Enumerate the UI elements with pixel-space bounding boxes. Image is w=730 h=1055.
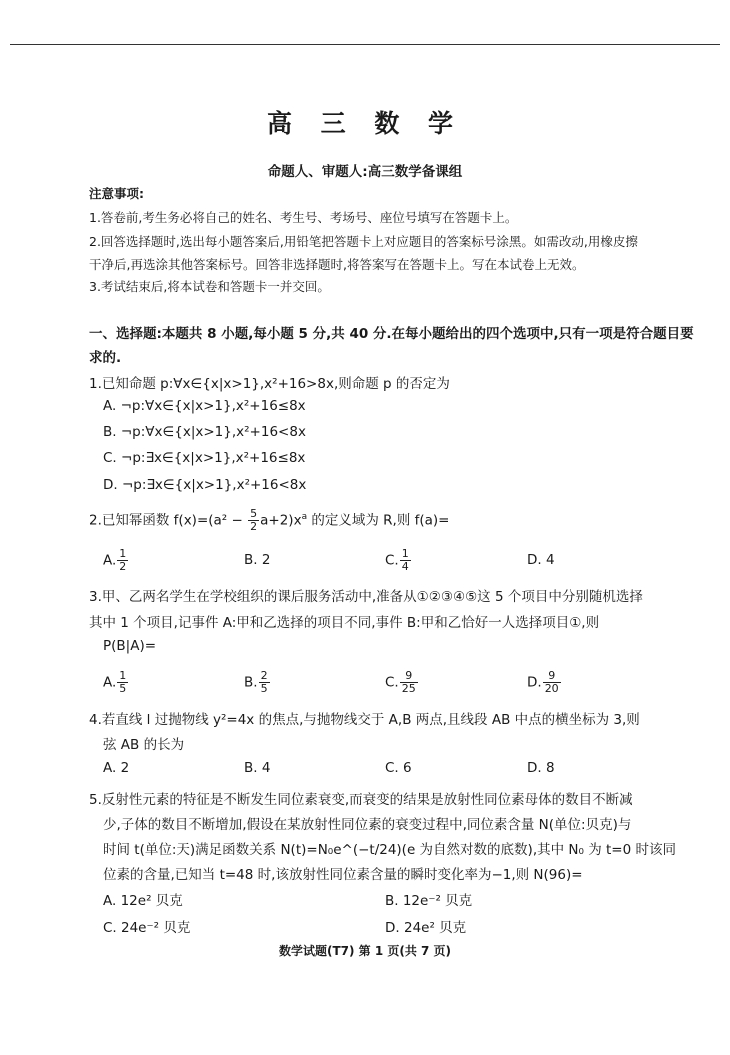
question-5-line-4: 位素的含量,已知当 t=48 时,该放射性同位素含量的瞬时变化率为−1,则 N(96)= [103,867,583,883]
page-footer: 数学试题(T7) 第 1 页(共 7 页) [278,944,452,958]
question-3-option-a: A. $\frac{1}{5}$ [103,669,127,695]
notice-item-2-line-1: 2.回答选择题时,选出每小题答案后,用铅笔把答题卡上对应题目的答案标号涂黑。如需改动,用橡皮擦 [89,234,638,249]
question-3-option-b: B. $\frac{2}{5}$ [244,669,268,695]
question-4-option-a: A. 2 [103,760,130,776]
question-2-option-d: D. 4 [527,552,555,568]
question-1-option-c: C. ¬p:∃x∈{x|x>1},x²+16≤8x [103,450,306,466]
notice-heading: 注意事项: [89,186,144,201]
question-5-line-1: 5.反射性元素的特征是不断发生同位素衰变,而衰变的结果是放射性同位素母体的数目不断减 [89,792,633,808]
question-1-option-b: B. ¬p:∀x∈{x|x>1},x²+16<8x [103,424,306,440]
question-2-fraction: $\frac{5}{2}$ [250,507,258,533]
question-4-option-c: C. 6 [385,760,412,776]
notice-item-2-line-2: 干净后,再选涂其他答案标号。回答非选择题时,将答案写在答题卡上。写在本试卷上无效。 [89,257,585,272]
question-4-option-d: D. 8 [527,760,555,776]
notice-item-1: 1.答卷前,考生务必将自己的姓名、考生号、考场号、座位号填写在答题卡上。 [89,210,518,225]
page-title: 高 三 数 学 [266,109,464,138]
question-2-stem-post: 的定义域为 R,则 f(a)= [307,512,450,529]
question-3-option-c: C. $\frac{9}{25}$ [385,669,416,695]
question-5-option-a: A. 12e² 贝克 [103,893,183,909]
authors-line: 命题人、审题人:高三数学备课组 [267,164,463,180]
top-rule [10,44,720,45]
question-5-line-2: 少,子体的数目不断增加,假设在某放射性同位素的衰变过程中,同位素含量 N(单位:贝克)与 [103,817,632,833]
question-2-exponent: a [301,512,308,522]
section-1-line-2: 求的. [89,350,122,366]
section-1-line-1: 一、选择题:本题共 8 小题,每小题 5 分,共 40 分.在每小题给出的四个选项中,只有一项是符合题目要 [89,326,694,342]
question-2-option-b: B. 2 [244,552,271,568]
question-3-line-3: P(B|A)= [103,638,157,654]
question-3-option-d: D. $\frac{9}{20}$ [527,669,559,695]
question-1-stem: 1.已知命题 p:∀x∈{x|x>1},x²+16>8x,则命题 p 的否定为 [89,376,450,392]
question-2-option-a: A. $\frac{1}{2}$ [103,547,127,573]
question-3-line-1: 3.甲、乙两名学生在学校组织的课后服务活动中,准备从①②③④⑤这 5 个项目中分别随机选择 [89,589,643,605]
question-1-option-d: D. ¬p:∃x∈{x|x>1},x²+16<8x [103,477,307,493]
question-3-line-2: 其中 1 个项目,记事件 A:甲和乙选择的项目不同,事件 B:甲和乙恰好一人选择项目①,则 [89,615,600,631]
notice-item-3: 3.考试结束后,将本试卷和答题卡一并交回。 [89,279,330,294]
question-4-option-b: B. 4 [244,760,271,776]
question-2-stem-mid-b: a+2)x [260,512,302,529]
question-2-stem-pre: 2.已知幂函数 f(x)= [89,512,209,529]
question-1-option-a: A. ¬p:∀x∈{x|x>1},x²+16≤8x [103,398,306,414]
question-4-line-2: 弦 AB 的长为 [103,737,185,753]
question-2-option-c: C. $\frac{1}{4}$ [385,547,409,573]
question-5-line-3: 时间 t(单位:天)满足函数关系 N(t)=N₀e^(−t/24)(e 为自然对数的底数),其中 N₀ 为 t=0 时该同 [103,842,676,858]
question-5-option-c: C. 24e⁻² 贝克 [103,920,191,936]
question-5-option-d: D. 24e² 贝克 [385,920,467,936]
question-4-line-1: 4.若直线 l 过抛物线 y²=4x 的焦点,与抛物线交于 A,B 两点,且线段 AB 中点的横坐标为 3,则 [89,712,640,728]
question-5-option-b: B. 12e⁻² 贝克 [385,893,473,909]
question-2-stem [89,508,450,533]
question-2-stem-mid-a: (a² − [208,512,243,529]
